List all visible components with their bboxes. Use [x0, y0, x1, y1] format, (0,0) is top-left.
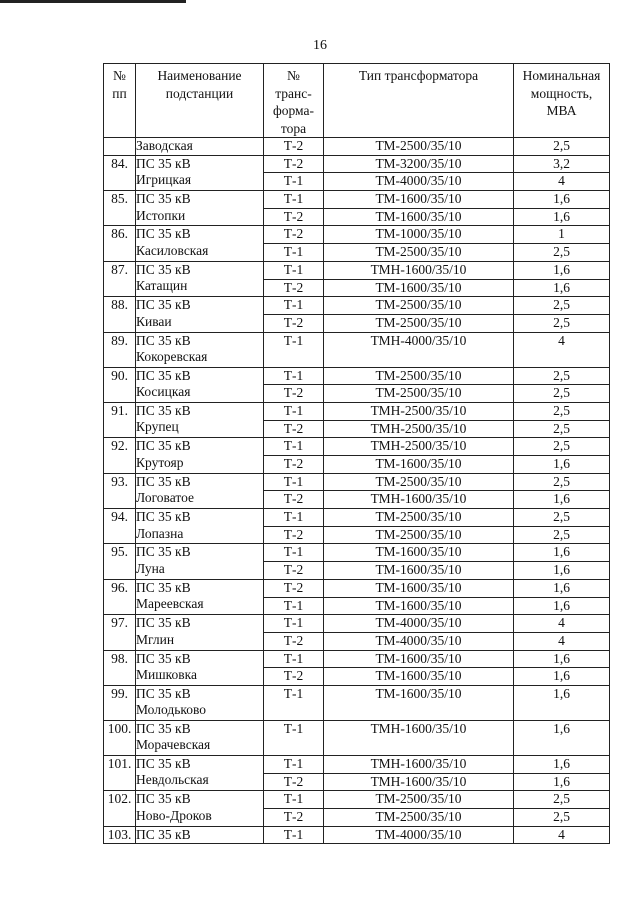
- transformer-number: Т-1: [264, 367, 324, 385]
- rated-power: 1,6: [514, 562, 610, 580]
- substation-name-line: Мареевская: [136, 596, 204, 612]
- rated-power: 2,5: [514, 402, 610, 420]
- row-number: 86.: [104, 226, 136, 261]
- substation-name-line: Кокоревская: [136, 349, 208, 365]
- rated-power: 2,5: [514, 314, 610, 332]
- rated-power: 4: [514, 615, 610, 633]
- transformer-type: ТМ-1600/35/10: [324, 279, 514, 297]
- substation-name: [136, 138, 264, 156]
- transformer-number: Т-2: [264, 279, 324, 297]
- substation-name: [136, 509, 264, 544]
- header-line: Номинальная: [522, 68, 601, 83]
- table-row: [104, 367, 610, 385]
- rated-power: 1,6: [514, 544, 610, 562]
- rated-power: 1,6: [514, 668, 610, 686]
- substation-name: [136, 791, 264, 826]
- rated-power: 3,2: [514, 155, 610, 173]
- header-line: Наименование: [157, 68, 242, 83]
- row-number: 88.: [104, 297, 136, 332]
- substation-name: [136, 755, 264, 790]
- table-row: [104, 438, 610, 456]
- row-number: 91.: [104, 402, 136, 437]
- header-name: [136, 64, 264, 138]
- transformer-type: ТМ-1600/35/10: [324, 562, 514, 580]
- transformer-number: Т-1: [264, 615, 324, 633]
- header-line: №: [287, 68, 300, 83]
- table-row: [104, 650, 610, 668]
- row-number: 85.: [104, 191, 136, 226]
- transformer-number: Т-1: [264, 685, 324, 720]
- transformer-type: ТМ-2500/35/10: [324, 526, 514, 544]
- transformer-number: Т-1: [264, 755, 324, 773]
- substation-name-line: ПС 35 кВ: [136, 685, 191, 701]
- substation-name: [136, 579, 264, 614]
- substation-name-line: ПС 35 кВ: [136, 297, 191, 313]
- rated-power: 2,5: [514, 809, 610, 827]
- row-number: 92.: [104, 438, 136, 473]
- rated-power: 1,6: [514, 191, 610, 209]
- table-row: [104, 579, 610, 597]
- header-type: [324, 64, 514, 138]
- row-number: 97.: [104, 615, 136, 650]
- substation-name: [136, 473, 264, 508]
- transformer-number: Т-1: [264, 261, 324, 279]
- rated-power: 2,5: [514, 138, 610, 156]
- table-row: [104, 155, 610, 173]
- transformer-type: ТМН-2500/35/10: [324, 402, 514, 420]
- substation-name-line: Ново-Дроков: [136, 807, 212, 823]
- substation-name-line: ПС 35 кВ: [136, 402, 191, 418]
- transformer-type: ТМ-4000/35/10: [324, 826, 514, 844]
- transformer-type: ТМН-1600/35/10: [324, 491, 514, 509]
- substation-name-line: ПС 35 кВ: [136, 191, 191, 207]
- row-number: 101.: [104, 755, 136, 790]
- row-number: 89.: [104, 332, 136, 367]
- transformer-number: Т-1: [264, 191, 324, 209]
- substation-name: [136, 367, 264, 402]
- substation-name: [136, 332, 264, 367]
- transformer-type: ТМ-2500/35/10: [324, 473, 514, 491]
- transformer-number: Т-2: [264, 208, 324, 226]
- transformer-type: ТМ-1600/35/10: [324, 597, 514, 615]
- substation-name-line: ПС 35 кВ: [136, 720, 191, 736]
- table-row: [104, 297, 610, 315]
- transformer-type: ТМН-4000/35/10: [324, 332, 514, 367]
- rated-power: 2,5: [514, 244, 610, 262]
- substation-name-line: ПС 35 кВ: [136, 650, 191, 666]
- rated-power: 1,6: [514, 650, 610, 668]
- table-row: [104, 544, 610, 562]
- table-row: [104, 138, 610, 156]
- transformer-number: Т-1: [264, 297, 324, 315]
- rated-power: 1,6: [514, 685, 610, 720]
- transformer-number: Т-2: [264, 809, 324, 827]
- transformer-number: Т-1: [264, 597, 324, 615]
- transformer-type: ТМ-2500/35/10: [324, 297, 514, 315]
- substation-name: [136, 402, 264, 437]
- rated-power: 1,6: [514, 279, 610, 297]
- rated-power: 2,5: [514, 297, 610, 315]
- transformer-type: ТМ-4000/35/10: [324, 632, 514, 650]
- page-number: 16: [313, 38, 327, 53]
- rated-power: 2,5: [514, 367, 610, 385]
- header-line: транс-: [275, 85, 312, 101]
- table-row: [104, 720, 610, 755]
- substation-name-line: Крутояр: [136, 454, 184, 470]
- transformer-number: Т-2: [264, 526, 324, 544]
- transformer-number: Т-1: [264, 544, 324, 562]
- substation-name-line: ПС 35 кВ: [136, 332, 191, 348]
- substation-name-line: ПС 35 кВ: [136, 615, 191, 631]
- transformer-type: ТМ-1600/35/10: [324, 685, 514, 720]
- rated-power: 2,5: [514, 438, 610, 456]
- table-row: [104, 402, 610, 420]
- substation-name-line: ПС 35 кВ: [136, 261, 191, 277]
- transformer-type: ТМН-2500/35/10: [324, 420, 514, 438]
- row-number: 102.: [104, 791, 136, 826]
- table-row: [104, 615, 610, 633]
- transformer-type: ТМН-1600/35/10: [324, 720, 514, 755]
- transformer-type: ТМ-2500/35/10: [324, 244, 514, 262]
- header-transformer-number: [264, 64, 324, 138]
- transformer-type: ТМ-1600/35/10: [324, 191, 514, 209]
- substation-name-line: ПС 35 кВ: [136, 826, 191, 842]
- transformer-number: Т-2: [264, 456, 324, 474]
- substation-name-line: ПС 35 кВ: [136, 473, 191, 489]
- header-num: [104, 64, 136, 138]
- transformer-number: Т-2: [264, 579, 324, 597]
- substation-name-line: Невдольская: [136, 772, 209, 788]
- transformer-number: Т-2: [264, 668, 324, 686]
- transformer-number: Т-2: [264, 226, 324, 244]
- transformer-type: ТМН-1600/35/10: [324, 261, 514, 279]
- substation-name: [136, 438, 264, 473]
- header-line: подстанции: [165, 85, 234, 101]
- transformer-number: Т-1: [264, 473, 324, 491]
- substation-name-line: Игрицкая: [136, 172, 192, 188]
- substation-name: [136, 226, 264, 261]
- substation-name-line: ПС 35 кВ: [136, 509, 191, 525]
- table-row: [104, 755, 610, 773]
- table-body: [104, 138, 610, 844]
- rated-power: 1,6: [514, 579, 610, 597]
- transformer-type: ТМ-4000/35/10: [324, 173, 514, 191]
- rated-power: 2,5: [514, 791, 610, 809]
- header-line: форма-: [273, 103, 314, 118]
- transformer-number: Т-2: [264, 385, 324, 403]
- transformer-number: Т-2: [264, 138, 324, 156]
- transformer-number: Т-2: [264, 420, 324, 438]
- transformer-type: ТМ-2500/35/10: [324, 791, 514, 809]
- substation-name-line: Мишковка: [136, 667, 197, 683]
- transformer-number: Т-2: [264, 632, 324, 650]
- transformer-type: ТМ-2500/35/10: [324, 509, 514, 527]
- transformer-number: Т-2: [264, 491, 324, 509]
- table-row: [104, 332, 610, 367]
- transformer-type: ТМ-4000/35/10: [324, 615, 514, 633]
- table-row: [104, 685, 610, 720]
- transformer-number: Т-2: [264, 155, 324, 173]
- header-line: Тип трансформатора: [358, 68, 479, 83]
- substation-name-line: ПС 35 кВ: [136, 155, 191, 171]
- transformer-number: Т-2: [264, 773, 324, 791]
- transformer-type: ТМ-2500/35/10: [324, 138, 514, 156]
- substation-name-line: ПС 35 кВ: [136, 438, 191, 454]
- substation-name: [136, 615, 264, 650]
- rated-power: 1,6: [514, 491, 610, 509]
- header-line: №: [113, 68, 126, 83]
- transformer-number: Т-1: [264, 438, 324, 456]
- substation-name: [136, 191, 264, 226]
- rated-power: 2,5: [514, 509, 610, 527]
- transformer-type: ТМН-2500/35/10: [324, 438, 514, 456]
- row-number: 84.: [104, 155, 136, 190]
- substation-name-line: ПС 35 кВ: [136, 367, 191, 383]
- substation-name: [136, 155, 264, 190]
- transformer-number: Т-1: [264, 509, 324, 527]
- top-rule: [0, 0, 186, 3]
- row-number: 87.: [104, 261, 136, 296]
- table-header: [104, 64, 610, 138]
- table-row: [104, 191, 610, 209]
- header-power: [514, 64, 610, 138]
- table-row: [104, 826, 610, 844]
- transformer-type: ТМ-1600/35/10: [324, 579, 514, 597]
- rated-power: 1,6: [514, 773, 610, 791]
- rated-power: 2,5: [514, 385, 610, 403]
- transformer-number: Т-1: [264, 720, 324, 755]
- table-row: [104, 473, 610, 491]
- row-number: 90.: [104, 367, 136, 402]
- substation-name: [136, 650, 264, 685]
- transformer-type: ТМ-1600/35/10: [324, 544, 514, 562]
- transformer-type: ТМН-1600/35/10: [324, 773, 514, 791]
- transformer-type: ТМ-2500/35/10: [324, 385, 514, 403]
- substation-name-line: ПС 35 кВ: [136, 579, 191, 595]
- rated-power: 2,5: [514, 420, 610, 438]
- table-row: [104, 261, 610, 279]
- rated-power: 1,6: [514, 755, 610, 773]
- transformer-type: ТМН-1600/35/10: [324, 755, 514, 773]
- transformer-type: ТМ-1600/35/10: [324, 208, 514, 226]
- transformer-number: Т-1: [264, 173, 324, 191]
- substation-name-line: Мглин: [136, 631, 175, 647]
- transformer-type: ТМ-1600/35/10: [324, 668, 514, 686]
- transformer-number: Т-1: [264, 791, 324, 809]
- row-number: 103.: [104, 826, 136, 844]
- substation-name: [136, 544, 264, 579]
- transformer-type: ТМ-2500/35/10: [324, 367, 514, 385]
- transformer-number: Т-2: [264, 562, 324, 580]
- header-line: МВА: [546, 103, 577, 118]
- rated-power: 4: [514, 632, 610, 650]
- substation-name-line: Морачевская: [136, 737, 211, 753]
- rated-power: 1,6: [514, 597, 610, 615]
- transformer-type: ТМ-1600/35/10: [324, 650, 514, 668]
- substation-name-line: ПС 35 кВ: [136, 226, 191, 242]
- substation-name-line: Луна: [136, 560, 165, 576]
- substation-name: [136, 297, 264, 332]
- transformer-type: ТМ-3200/35/10: [324, 155, 514, 173]
- substation-name-line: ПС 35 кВ: [136, 755, 191, 771]
- substation-name: [136, 261, 264, 296]
- transformer-number: Т-1: [264, 826, 324, 844]
- transformer-type: ТМ-2500/35/10: [324, 809, 514, 827]
- substation-name-line: Молодьково: [136, 702, 207, 718]
- rated-power: 4: [514, 826, 610, 844]
- rated-power: 1,6: [514, 720, 610, 755]
- row-number: 100.: [104, 720, 136, 755]
- transformer-number: Т-1: [264, 332, 324, 367]
- rated-power: 4: [514, 173, 610, 191]
- rated-power: 1,6: [514, 456, 610, 474]
- transformer-number: Т-1: [264, 244, 324, 262]
- rated-power: 1: [514, 226, 610, 244]
- substation-name-line: Заводская: [136, 138, 193, 153]
- substation-name: [136, 720, 264, 755]
- row-number: 96.: [104, 579, 136, 614]
- table-row: [104, 791, 610, 809]
- transformer-type: ТМ-1000/35/10: [324, 226, 514, 244]
- substation-name-line: Катащин: [136, 278, 188, 294]
- rated-power: 1,6: [514, 208, 610, 226]
- header-line: тора: [280, 120, 307, 136]
- substation-name: [136, 826, 264, 844]
- rated-power: 2,5: [514, 526, 610, 544]
- substation-name-line: Киваи: [136, 313, 172, 329]
- substation-name: [136, 685, 264, 720]
- substation-name-line: Истопки: [136, 207, 186, 223]
- substation-name-line: Лопазна: [136, 525, 184, 541]
- row-number: 94.: [104, 509, 136, 544]
- header-line: пп: [112, 85, 127, 101]
- row-number: 93.: [104, 473, 136, 508]
- header-line: мощность,: [530, 85, 593, 101]
- table-row: [104, 226, 610, 244]
- row-number: 98.: [104, 650, 136, 685]
- row-number: 95.: [104, 544, 136, 579]
- rated-power: 1,6: [514, 261, 610, 279]
- table-row: [104, 509, 610, 527]
- substation-name-line: ПС 35 кВ: [136, 791, 191, 807]
- rated-power: 4: [514, 332, 610, 367]
- transformer-type: ТМ-1600/35/10: [324, 456, 514, 474]
- rated-power: 2,5: [514, 473, 610, 491]
- substation-name-line: Логоватое: [136, 490, 194, 506]
- row-number: 99.: [104, 685, 136, 720]
- transformer-number: Т-1: [264, 650, 324, 668]
- transformer-table: [103, 63, 610, 844]
- transformer-type: ТМ-2500/35/10: [324, 314, 514, 332]
- transformer-number: Т-2: [264, 314, 324, 332]
- row-number: [104, 138, 136, 156]
- substation-name-line: ПС 35 кВ: [136, 544, 191, 560]
- substation-name-line: Касиловская: [136, 242, 209, 258]
- substation-name-line: Крупец: [136, 419, 179, 435]
- substation-name-line: Косицкая: [136, 384, 191, 400]
- transformer-number: Т-1: [264, 402, 324, 420]
